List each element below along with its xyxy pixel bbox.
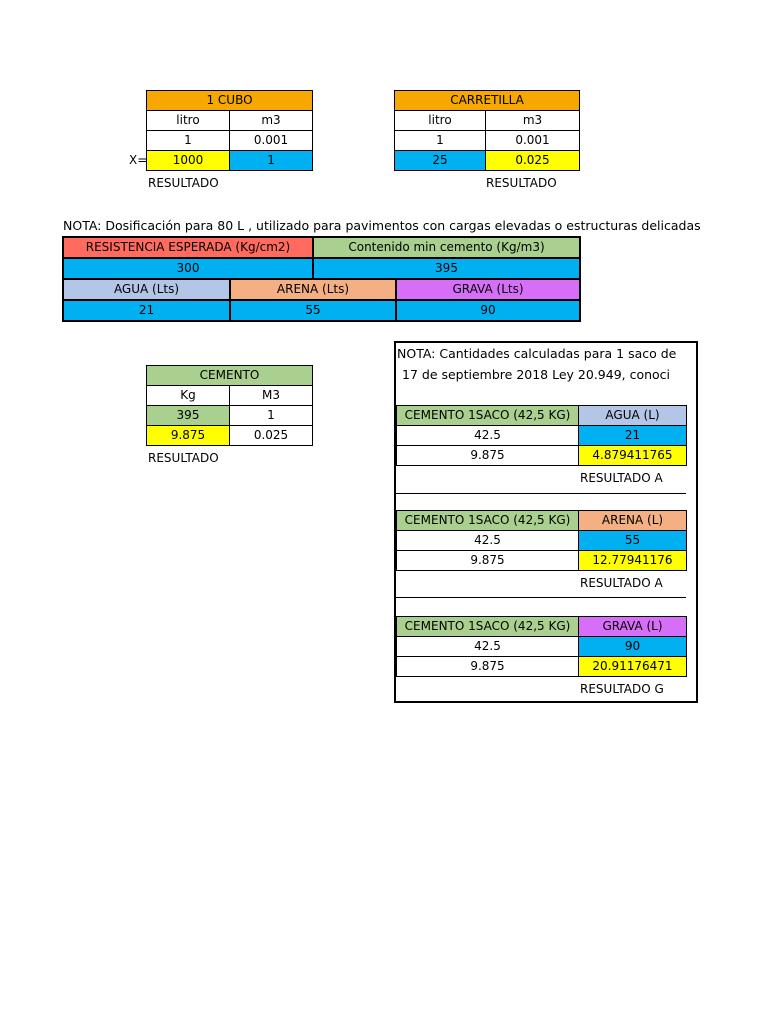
cemento-col-kg[interactable]: Kg bbox=[147, 386, 230, 406]
cubo-title[interactable]: 1 CUBO bbox=[147, 91, 313, 111]
cemento-table bbox=[146, 365, 313, 446]
cemento-r1c1[interactable]: 395 bbox=[147, 406, 230, 426]
carretilla-col-litro[interactable]: litro bbox=[395, 111, 486, 131]
carretilla-r1c1[interactable]: 1 bbox=[395, 131, 486, 151]
cubo-r2c1[interactable]: 1000 bbox=[147, 151, 230, 171]
grava-calc-table bbox=[396, 616, 687, 677]
grava-calc-r1c1[interactable]: 42.5 bbox=[397, 637, 579, 657]
cubo-r1c1[interactable]: 1 bbox=[147, 131, 230, 151]
grava-header[interactable]: GRAVA (Lts) bbox=[396, 279, 580, 300]
agua-calc-r1c2[interactable]: 21 bbox=[579, 426, 687, 446]
arena-calc-h1[interactable]: CEMENTO 1SACO (42,5 KG) bbox=[397, 511, 579, 531]
cubo-r1c2[interactable]: 0.001 bbox=[230, 131, 313, 151]
grava-calc-h2[interactable]: GRAVA (L) bbox=[579, 617, 687, 637]
arena-value[interactable]: 55 bbox=[230, 300, 396, 321]
resistencia-value[interactable]: 300 bbox=[63, 258, 313, 279]
agua-calc-table bbox=[396, 405, 687, 466]
grava-value[interactable]: 90 bbox=[396, 300, 580, 321]
arena-divider bbox=[396, 597, 686, 598]
carretilla-col-m3[interactable]: m3 bbox=[486, 111, 580, 131]
arena-calc-r2c2[interactable]: 12.77941176 bbox=[579, 551, 687, 571]
arena-calc-h2[interactable]: ARENA (L) bbox=[579, 511, 687, 531]
arena-result-label: RESULTADO A bbox=[580, 576, 663, 590]
arena-calc-table bbox=[396, 510, 687, 571]
cemento-result-label: RESULTADO bbox=[148, 451, 219, 465]
grava-calc-r2c1[interactable]: 9.875 bbox=[397, 657, 579, 677]
nota-saco-line1: NOTA: Cantidades calculadas para 1 saco de bbox=[397, 346, 677, 361]
contenido-cemento-header[interactable]: Contenido min cemento (Kg/m3) bbox=[313, 237, 580, 258]
arena-calc-r2c1[interactable]: 9.875 bbox=[397, 551, 579, 571]
nota-dosificacion: NOTA: Dosificación para 80 L , utilizado para pavimentos con cargas elevadas o estructuras delicadas bbox=[63, 218, 701, 233]
grava-calc-r1c2[interactable]: 90 bbox=[579, 637, 687, 657]
agua-result-label: RESULTADO A bbox=[580, 471, 663, 485]
cemento-col-m3[interactable]: M3 bbox=[230, 386, 313, 406]
arena-header[interactable]: ARENA (Lts) bbox=[230, 279, 396, 300]
agua-header[interactable]: AGUA (Lts) bbox=[63, 279, 230, 300]
carretilla-r2c2[interactable]: 0.025 bbox=[486, 151, 580, 171]
x-equals-label: X= bbox=[129, 153, 148, 167]
cemento-r2c1[interactable]: 9.875 bbox=[147, 426, 230, 446]
carretilla-r2c1[interactable]: 25 bbox=[395, 151, 486, 171]
cemento-title[interactable]: CEMENTO bbox=[147, 366, 313, 386]
resistencia-header[interactable]: RESISTENCIA ESPERADA (Kg/cm2) bbox=[63, 237, 313, 258]
agua-calc-r2c1[interactable]: 9.875 bbox=[397, 446, 579, 466]
cemento-r2c2[interactable]: 0.025 bbox=[230, 426, 313, 446]
cubo-col-litro[interactable]: litro bbox=[147, 111, 230, 131]
grava-calc-h1[interactable]: CEMENTO 1SACO (42,5 KG) bbox=[397, 617, 579, 637]
carretilla-r1c2[interactable]: 0.001 bbox=[486, 131, 580, 151]
resistencia-table bbox=[62, 236, 581, 322]
carretilla-table bbox=[394, 90, 580, 171]
carretilla-title[interactable]: CARRETILLA bbox=[395, 91, 580, 111]
agua-calc-h2[interactable]: AGUA (L) bbox=[579, 406, 687, 426]
grava-calc-r2c2[interactable]: 20.91176471 bbox=[579, 657, 687, 677]
agua-calc-r1c1[interactable]: 42.5 bbox=[397, 426, 579, 446]
cubo-r2c2[interactable]: 1 bbox=[230, 151, 313, 171]
agua-value[interactable]: 21 bbox=[63, 300, 230, 321]
grava-result-label: RESULTADO G bbox=[580, 682, 664, 696]
arena-calc-r1c1[interactable]: 42.5 bbox=[397, 531, 579, 551]
contenido-cemento-value[interactable]: 395 bbox=[313, 258, 580, 279]
cubo-result-label: RESULTADO bbox=[148, 176, 219, 190]
cemento-r1c2[interactable]: 1 bbox=[230, 406, 313, 426]
cubo-col-m3[interactable]: m3 bbox=[230, 111, 313, 131]
nota-saco-line2: 17 de septiembre 2018 Ley 20.949, conoci bbox=[402, 367, 671, 382]
agua-calc-h1[interactable]: CEMENTO 1SACO (42,5 KG) bbox=[397, 406, 579, 426]
arena-calc-r1c2[interactable]: 55 bbox=[579, 531, 687, 551]
agua-divider bbox=[396, 493, 686, 494]
agua-calc-r2c2[interactable]: 4.879411765 bbox=[579, 446, 687, 466]
cubo-table bbox=[146, 90, 313, 171]
carretilla-result-label: RESULTADO bbox=[486, 176, 557, 190]
